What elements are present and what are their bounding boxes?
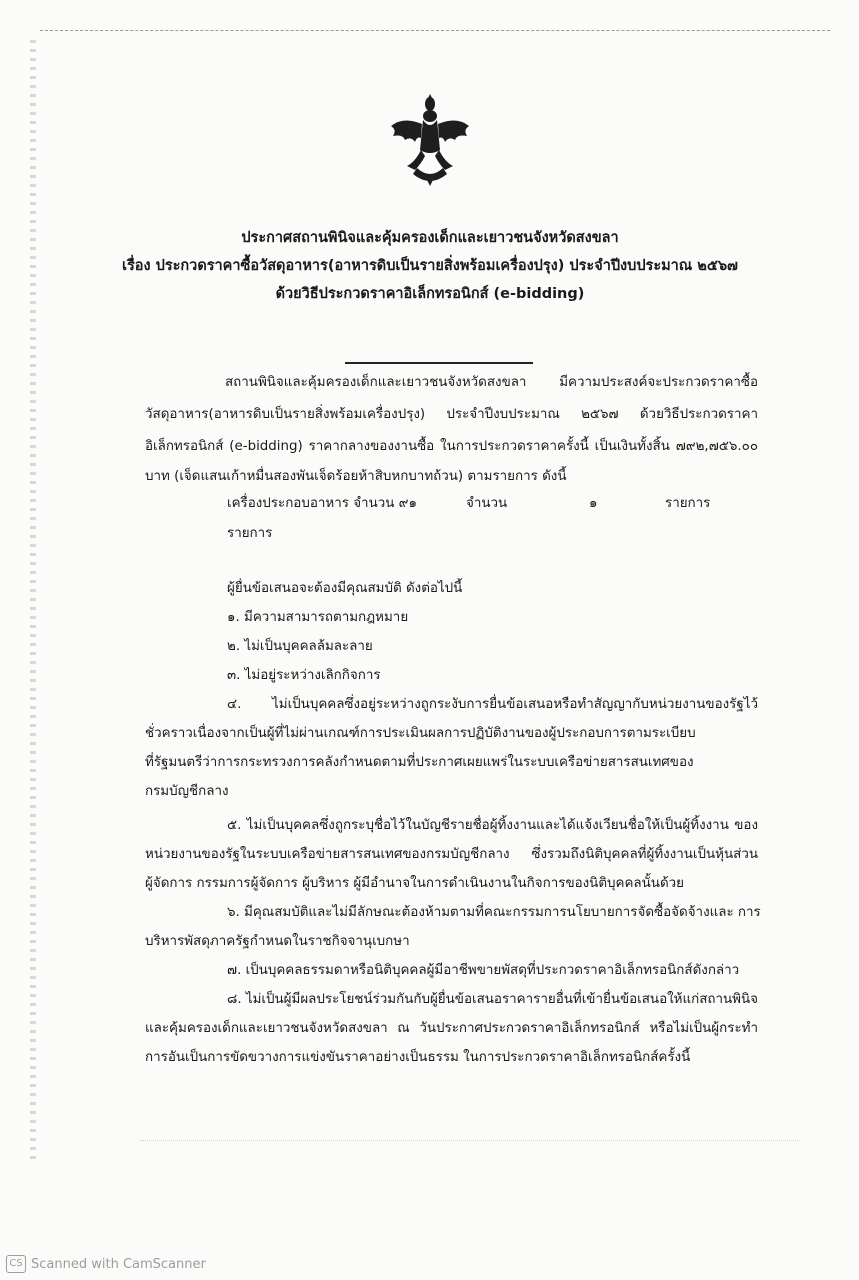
qualification-1: ๑. มีความสามารถตามกฎหมาย — [227, 610, 409, 625]
scan-edge-noise — [30, 40, 36, 1160]
qualification-5-line-3: ผู้จัดการ กรรมการผู้จัดการ ผู้บริหาร ผู้มีอำนาจในการดำเนินงานในกิจการของนิติบุคคลนั้นด้วย — [145, 876, 685, 891]
qualification-8-line-3: การอันเป็นการขัดขวางการแข่งขันราคาอย่างเป็นธรรม ในการประกวดราคาอิเล็กทรอนิกส์ครั้งนี้ — [145, 1050, 691, 1065]
qualification-6-line-2: บริหารพัสดุภาครัฐกำหนดในราชกิจจานุเบกษา — [145, 934, 410, 949]
camscanner-logo-icon: CS — [6, 1255, 26, 1273]
camscanner-watermark — [6, 1254, 206, 1274]
item-unit: รายการ — [665, 496, 711, 511]
item-qty-label: จำนวน — [466, 496, 508, 511]
title-divider — [345, 362, 533, 364]
scan-noise-dots — [140, 1140, 800, 1141]
camscanner-text: Scanned with CamScanner — [31, 1256, 206, 1272]
qualification-5-line-1: ๕. ไม่เป็นบุคคลซึ่งถูกระบุชื่อไว้ในบัญชีรายชื่อผู้ทิ้งงานและได้แจ้งเวียนชื่อให้เป็นผู้ทิ้งงาน ของ — [227, 818, 758, 833]
intro-line-4: บาท (เจ็ดแสนเก้าหมื่นสองพันเจ็ดร้อยห้าสิบหกบาทถ้วน) ตามรายการ ดังนี้ — [145, 469, 567, 484]
announcement-subject: เรื่อง ประกวดราคาซื้อวัสดุอาหาร(อาหารดิบเป็นรายสิ่งพร้อมเครื่องปรุง) ประจำปีงบประมาณ ๒๕๖๗ — [122, 258, 738, 274]
qualification-6-line-1: ๖. มีคุณสมบัติและไม่มีลักษณะต้องห้ามตามที่คณะกรรมการนโยบายการจัดซื้อจัดจ้างและ การ — [227, 905, 761, 920]
qualification-3: ๓. ไม่อยู่ระหว่างเลิกกิจการ — [227, 668, 381, 683]
qualification-7: ๗. เป็นบุคคลธรรมดาหรือนิติบุคคลผู้มีอาชีพขายพัสดุที่ประกวดราคาอิเล็กทรอนิกส์ดังกล่าว — [227, 963, 740, 978]
intro-line-2: วัสดุอาหาร(อาหารดิบเป็นรายสิ่งพร้อมเครื่องปรุง) ประจำปีงบประมาณ ๒๕๖๗ ด้วยวิธีประกวดราคา — [145, 407, 758, 422]
qualification-4-line-4: กรมบัญชีกลาง — [145, 784, 229, 799]
announcement-method: ด้วยวิธีประกวดราคาอิเล็กทรอนิกส์ (e-bidding) — [275, 286, 585, 302]
qualification-4-line-1: ๔. ไม่เป็นบุคคลซึ่งอยู่ระหว่างถูกระงับการยื่นข้อเสนอหรือทำสัญญากับหน่วยงานของรัฐไว้ — [227, 697, 758, 712]
qualifications-heading: ผู้ยื่นข้อเสนอจะต้องมีคุณสมบัติ ดังต่อไปนี้ — [227, 581, 463, 596]
intro-line-3: อิเล็กทรอนิกส์ (e-bidding) ราคากลางของงานซื้อ ในการประกวดราคาครั้งนี้ เป็นเงินทั้งสิ้น ๗๙๒,๗๕๖.๐๐ — [145, 439, 758, 454]
item-name: เครื่องประกอบอาหาร จำนวน ๙๑ — [227, 496, 417, 511]
qualification-8-line-1: ๘. ไม่เป็นผู้มีผลประโยชน์ร่วมกันกับผู้ยื่นข้อเสนอราคารายอื่นที่เข้ายื่นข้อเสนอให้แก่สถานพินิจ — [227, 992, 758, 1007]
item-qty-value: ๑ — [589, 496, 598, 511]
qualification-5-line-2: หน่วยงานของรัฐในระบบเครือข่ายสารสนเทศของกรมบัญชีกลาง ซึ่งรวมถึงนิติบุคคลที่ผู้ทิ้งงานเป็นหุ้นส่วน — [145, 847, 758, 862]
item-unit-2: รายการ — [227, 526, 273, 541]
intro-line-1: สถานพินิจและคุ้มครองเด็กและเยาวชนจังหวัดสงขลา มีความประสงค์จะประกวดราคาซื้อ — [225, 375, 758, 390]
announcement-title: ประกาศสถานพินิจและคุ้มครองเด็กและเยาวชนจังหวัดสงขลา — [241, 230, 619, 246]
qualification-8-line-2: และคุ้มครองเด็กและเยาวชนจังหวัดสงขลา ณ วันประกาศประกวดราคาอิเล็กทรอนิกส์ หรือไม่เป็นผู้กระทำ — [145, 1021, 758, 1036]
scan-edge-line — [40, 30, 830, 31]
qualification-4-line-2: ชั่วคราวเนื่องจากเป็นผู้ที่ไม่ผ่านเกณฑ์การประเมินผลการปฏิบัติงานของผู้ประกอบการตามระเบียบ — [145, 726, 696, 741]
qualification-2: ๒. ไม่เป็นบุคคลล้มละลาย — [227, 639, 373, 654]
qualification-4-line-3: ที่รัฐมนตรีว่าการกระทรวงการคลังกำหนดตามที่ประกาศเผยแพร่ในระบบเครือข่ายสารสนเทศของ — [145, 755, 694, 770]
garuda-emblem-icon — [385, 90, 475, 190]
